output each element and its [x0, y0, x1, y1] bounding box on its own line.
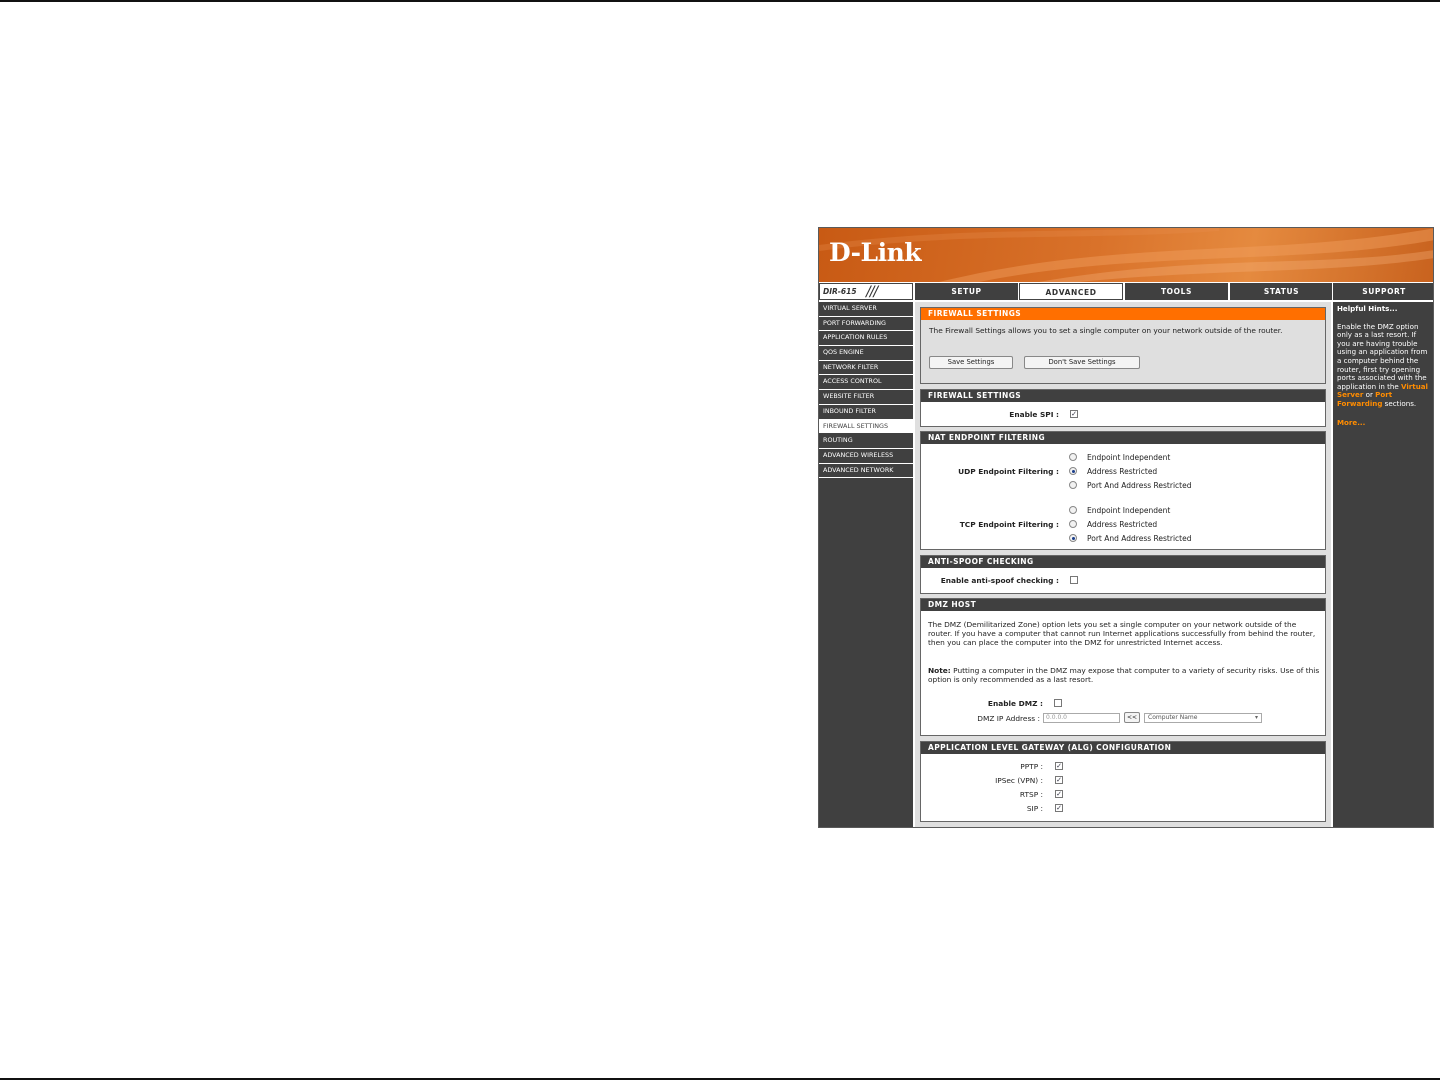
antispoof-label: Enable anti-spoof checking :	[940, 576, 1059, 585]
udp-radio-address-restricted[interactable]	[1069, 467, 1077, 475]
hints-text-after: sections.	[1382, 398, 1417, 408]
left-nav	[819, 302, 913, 828]
tcp-label: TCP Endpoint Filtering :	[959, 520, 1059, 529]
page-top-rule	[0, 0, 1440, 2]
nav-application-rules[interactable]: APPLICATION RULES	[819, 331, 913, 346]
dmz-note-prefix: Note:	[928, 666, 951, 675]
firewall-section	[920, 389, 1326, 427]
dmz-computer-select-value: Computer Name	[1148, 714, 1198, 721]
hints-body	[1337, 323, 1431, 409]
udp-radio-port-address-restricted[interactable]	[1069, 481, 1077, 489]
hints-text-before: Enable the DMZ option only as a last resort. If you are having trouble using an application from a computer behind the router, first try opening ports associated with the application in the	[1337, 321, 1428, 391]
nav-routing[interactable]: ROUTING	[819, 434, 913, 449]
save-settings-button[interactable]: Save Settings	[929, 356, 1013, 369]
dont-save-settings-button[interactable]: Don't Save Settings	[1024, 356, 1140, 369]
intro-section	[920, 307, 1326, 384]
intro-title: FIREWALL SETTINGS	[921, 308, 1325, 320]
hints-text-mid: or	[1363, 390, 1376, 400]
model-slashes: ///	[866, 284, 878, 300]
udp-opt-endpoint-independent: Endpoint Independent	[1087, 453, 1171, 462]
tcp-opt-address-restricted: Address Restricted	[1087, 520, 1158, 529]
nav-advanced-network[interactable]: ADVANCED NETWORK	[819, 464, 913, 479]
alg-pptp-checkbox[interactable]: ✓	[1056, 762, 1062, 770]
nav-qos-engine[interactable]: QOS ENGINE	[819, 346, 913, 361]
hints-link-virtual-server[interactable]: Virtual Server	[1337, 381, 1428, 400]
alg-title: APPLICATION LEVEL GATEWAY (ALG) CONFIGURATION	[921, 742, 1325, 754]
tcp-opt-endpoint-independent: Endpoint Independent	[1087, 506, 1171, 515]
banner	[819, 228, 1434, 282]
spi-checkbox[interactable]: ✓	[1071, 410, 1077, 418]
firewall-title: FIREWALL SETTINGS	[921, 390, 1325, 402]
tab-tools[interactable]: TOOLS	[1124, 283, 1228, 300]
alg-rtsp-checkbox[interactable]: ✓	[1056, 790, 1062, 798]
nav-network-filter[interactable]: NETWORK FILTER	[819, 361, 913, 376]
chevron-down-icon: ▾	[1254, 714, 1258, 721]
alg-rtsp-label: RTSP :	[1019, 790, 1043, 799]
tcp-radio-port-address-restricted[interactable]	[1069, 534, 1077, 542]
antispoof-section	[920, 555, 1326, 594]
dmz-enable-label: Enable DMZ :	[987, 699, 1043, 708]
udp-opt-port-address-restricted: Port And Address Restricted	[1087, 481, 1192, 490]
model-label: DIR-615	[823, 287, 857, 296]
alg-section	[920, 741, 1326, 822]
nav-advanced-wireless[interactable]: ADVANCED WIRELESS	[819, 449, 913, 464]
model-badge	[819, 283, 913, 300]
alg-pptp-label: PPTP :	[1020, 762, 1043, 771]
dmz-section	[920, 598, 1326, 736]
tab-advanced[interactable]: ADVANCED	[1019, 283, 1123, 300]
udp-label: UDP Endpoint Filtering :	[958, 467, 1059, 476]
tab-setup[interactable]: SETUP	[914, 283, 1018, 300]
antispoof-checkbox[interactable]	[1070, 576, 1078, 584]
dlink-logo: D-Link	[829, 238, 922, 267]
main-content	[915, 302, 1331, 828]
dmz-ip-input[interactable]: 0.0.0.0	[1043, 713, 1120, 723]
alg-sip-label: SIP :	[1026, 804, 1043, 813]
dmz-computer-select[interactable]	[1144, 713, 1262, 723]
dmz-ip-label: DMZ IP Address :	[977, 714, 1040, 723]
tcp-opt-port-address-restricted: Port And Address Restricted	[1087, 534, 1192, 543]
alg-ipsec-label: IPSec (VPN) :	[995, 776, 1043, 785]
hints-more-link[interactable]: More...	[1337, 417, 1366, 427]
intro-text: The Firewall Settings allows you to set a single computer on your network outside of the router.	[929, 326, 1283, 335]
udp-radio-endpoint-independent[interactable]	[1069, 453, 1077, 461]
dmz-enable-checkbox[interactable]	[1054, 699, 1062, 707]
tab-support[interactable]: SUPPORT	[1332, 283, 1434, 300]
udp-opt-address-restricted: Address Restricted	[1087, 467, 1158, 476]
hints-link-port-forwarding[interactable]: Port Forwarding	[1337, 390, 1393, 408]
spi-label: Enable SPI :	[1009, 410, 1059, 419]
antispoof-title: ANTI-SPOOF CHECKING	[921, 556, 1325, 568]
tcp-radio-address-restricted[interactable]	[1069, 520, 1077, 528]
alg-ipsec-checkbox[interactable]: ✓	[1056, 776, 1062, 784]
tab-row	[819, 283, 1434, 300]
dmz-copy-button[interactable]: <<	[1124, 712, 1140, 723]
nav-inbound-filter[interactable]: INBOUND FILTER	[819, 405, 913, 420]
nat-section	[920, 431, 1326, 550]
dmz-description: The DMZ (Demilitarized Zone) option lets you set a single computer on your network outside of the router. If you have a computer that cannot run Internet applications successfully from behind the router, then you can place the computer into the DMZ for unrestricted Internet access.	[928, 620, 1316, 647]
nav-virtual-server[interactable]: VIRTUAL SERVER	[819, 302, 913, 317]
helpful-hints	[1333, 302, 1434, 828]
dmz-title: DMZ HOST	[921, 599, 1325, 611]
router-admin-screenshot	[818, 227, 1434, 828]
alg-sip-checkbox[interactable]: ✓	[1056, 804, 1062, 812]
nav-firewall-settings[interactable]: FIREWALL SETTINGS	[819, 420, 913, 435]
hints-title: Helpful Hints...	[1337, 304, 1398, 313]
nav-website-filter[interactable]: WEBSITE FILTER	[819, 390, 913, 405]
nav-port-forwarding[interactable]: PORT FORWARDING	[819, 317, 913, 332]
dmz-note-text: Putting a computer in the DMZ may expose that computer to a variety of security risks. Use of this option is only recommended as a last resort.	[928, 666, 1320, 684]
nav-access-control[interactable]: ACCESS CONTROL	[819, 375, 913, 390]
tcp-radio-endpoint-independent[interactable]	[1069, 506, 1077, 514]
nat-title: NAT ENDPOINT FILTERING	[921, 432, 1325, 444]
page-bottom-rule	[0, 1078, 1440, 1080]
dmz-note	[928, 666, 1322, 684]
tab-status[interactable]: STATUS	[1229, 283, 1333, 300]
